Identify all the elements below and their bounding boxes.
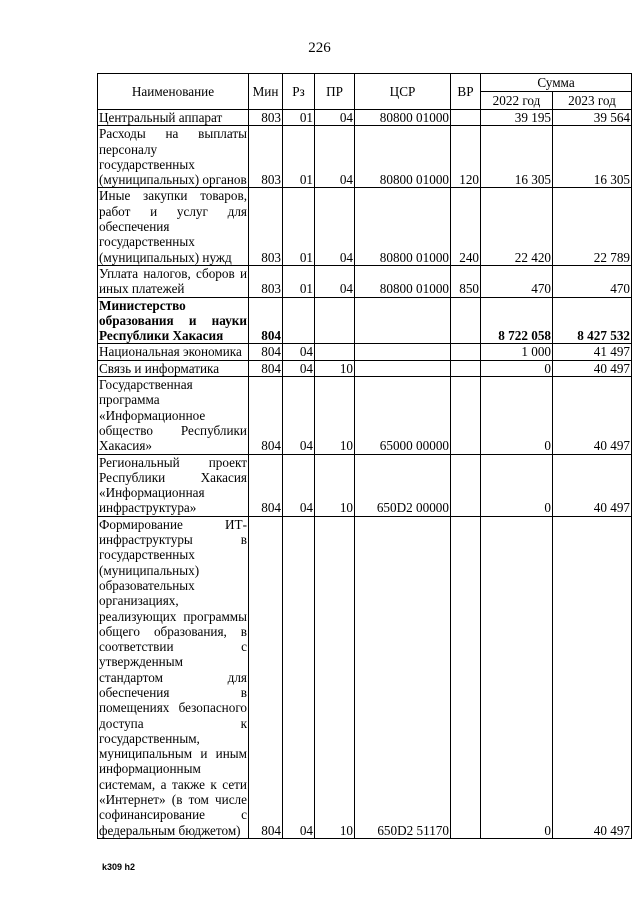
row-name: Расходы на выплаты персоналу государственных (муниципальных) органов [99,126,247,188]
row-rz: 04 [283,454,315,516]
row-sum-2022: 0 [481,454,553,516]
row-min: 804 [249,360,283,376]
page-number: 226 [308,40,331,56]
row-vr: 240 [451,188,481,265]
row-csr: 80800 01000 [355,265,451,297]
row-min: 803 [249,188,283,265]
row-csr: 65000 00000 [355,377,451,454]
row-pr: 10 [315,516,355,838]
row-name: Центральный аппарат [98,110,249,126]
row-vr [451,344,481,360]
row-sum-2022: 39 195 [481,110,553,126]
row-min: 803 [249,265,283,297]
row-pr: 04 [315,265,355,297]
row-csr: 650D2 00000 [355,454,451,516]
row-name: Региональный проект Республики Хакасия «Информационная инфраструктура» [99,454,247,516]
row-pr: 04 [315,188,355,265]
row-sum-2023: 40 497 [553,377,632,454]
row-pr [315,297,355,344]
row-vr [451,454,481,516]
row-csr: 80800 01000 [355,110,451,126]
row-rz [283,297,315,344]
row-sum-2022: 470 [481,265,553,297]
row-rz: 04 [283,377,315,454]
row-sum-2022: 22 420 [481,188,553,265]
row-min: 804 [249,377,283,454]
row-min: 804 [249,297,283,344]
row-pr: 10 [315,454,355,516]
row-csr: 80800 01000 [355,126,451,188]
row-sum-2023: 40 497 [553,454,632,516]
row-min: 804 [249,516,283,838]
header-year-2022: 2022 год [481,92,553,110]
row-csr [355,360,451,376]
budget-table [97,73,632,839]
row-name: Иные закупки товаров, работ и услуг для обеспечения государственных (муниципальных) нужд [99,188,247,265]
row-csr [355,344,451,360]
row-vr [451,377,481,454]
row-rz: 01 [283,265,315,297]
table-row [98,516,632,838]
row-vr: 120 [451,126,481,188]
row-sum-2023: 39 564 [553,110,632,126]
row-min: 803 [249,110,283,126]
row-sum-2022: 1 000 [481,344,553,360]
row-pr: 04 [315,126,355,188]
row-vr [451,516,481,838]
row-sum-2022: 0 [481,360,553,376]
row-sum-2023: 40 497 [553,360,632,376]
row-pr [315,344,355,360]
row-csr: 80800 01000 [355,188,451,265]
row-sum-2023: 22 789 [553,188,632,265]
row-name: Министерство образования и науки Республики Хакасия [99,297,247,344]
header-year-2023: 2023 год [553,92,632,110]
row-min: 804 [249,344,283,360]
row-rz: 04 [283,344,315,360]
row-vr [451,297,481,344]
table-row [98,454,632,516]
row-sum-2022: 0 [481,516,553,838]
row-csr: 650D2 51170 [355,516,451,838]
footer-code: k309 h2 [102,862,136,872]
row-min: 803 [249,126,283,188]
header-vr: ВР [451,74,481,110]
header-rz: Рз [283,74,315,110]
row-min: 804 [249,454,283,516]
header-name: Наименование [98,74,249,110]
row-name: Государственная программа «Информационное общество Республики Хакасия» [99,377,247,454]
row-rz: 04 [283,516,315,838]
row-rz: 04 [283,360,315,376]
row-rz: 01 [283,126,315,188]
row-vr: 850 [451,265,481,297]
table-row [98,344,632,360]
row-sum-2022: 8 722 058 [481,297,553,344]
table-row [98,110,632,126]
row-sum-2023: 40 497 [553,516,632,838]
row-pr: 10 [315,377,355,454]
table-row [98,188,632,265]
table-row [98,377,632,454]
row-pr: 10 [315,360,355,376]
row-csr [355,297,451,344]
row-rz: 01 [283,188,315,265]
row-sum-2022: 0 [481,377,553,454]
row-name: Уплата налогов, сборов и иных платежей [99,265,247,297]
header-sum: Сумма [481,74,632,92]
row-pr: 04 [315,110,355,126]
header-csr: ЦСР [355,74,451,110]
header-min: Мин [249,74,283,110]
row-sum-2022: 16 305 [481,126,553,188]
row-name: Связь и информатика [98,360,249,376]
row-name: Национальная экономика [98,344,249,360]
table-row [98,126,632,188]
row-vr [451,110,481,126]
row-sum-2023: 16 305 [553,126,632,188]
row-sum-2023: 41 497 [553,344,632,360]
row-rz: 01 [283,110,315,126]
table-row [98,360,632,376]
row-vr [451,360,481,376]
table-row [98,297,632,344]
table-row [98,265,632,297]
header-pr: ПР [315,74,355,110]
row-name: Формирование ИТ-инфраструктуры в государственных (муниципальных) образовательных организациях, реализующих программы общего образования, в соответствии с утвержденным стандартом для обеспечения в помещениях безопасного доступа к государственным, муниципальным и иным информационным системам, а также к сети «Интернет» (в том числе софинансирование с федеральным бюджетом) [99,516,247,838]
row-sum-2023: 8 427 532 [553,297,632,344]
row-sum-2023: 470 [553,265,632,297]
